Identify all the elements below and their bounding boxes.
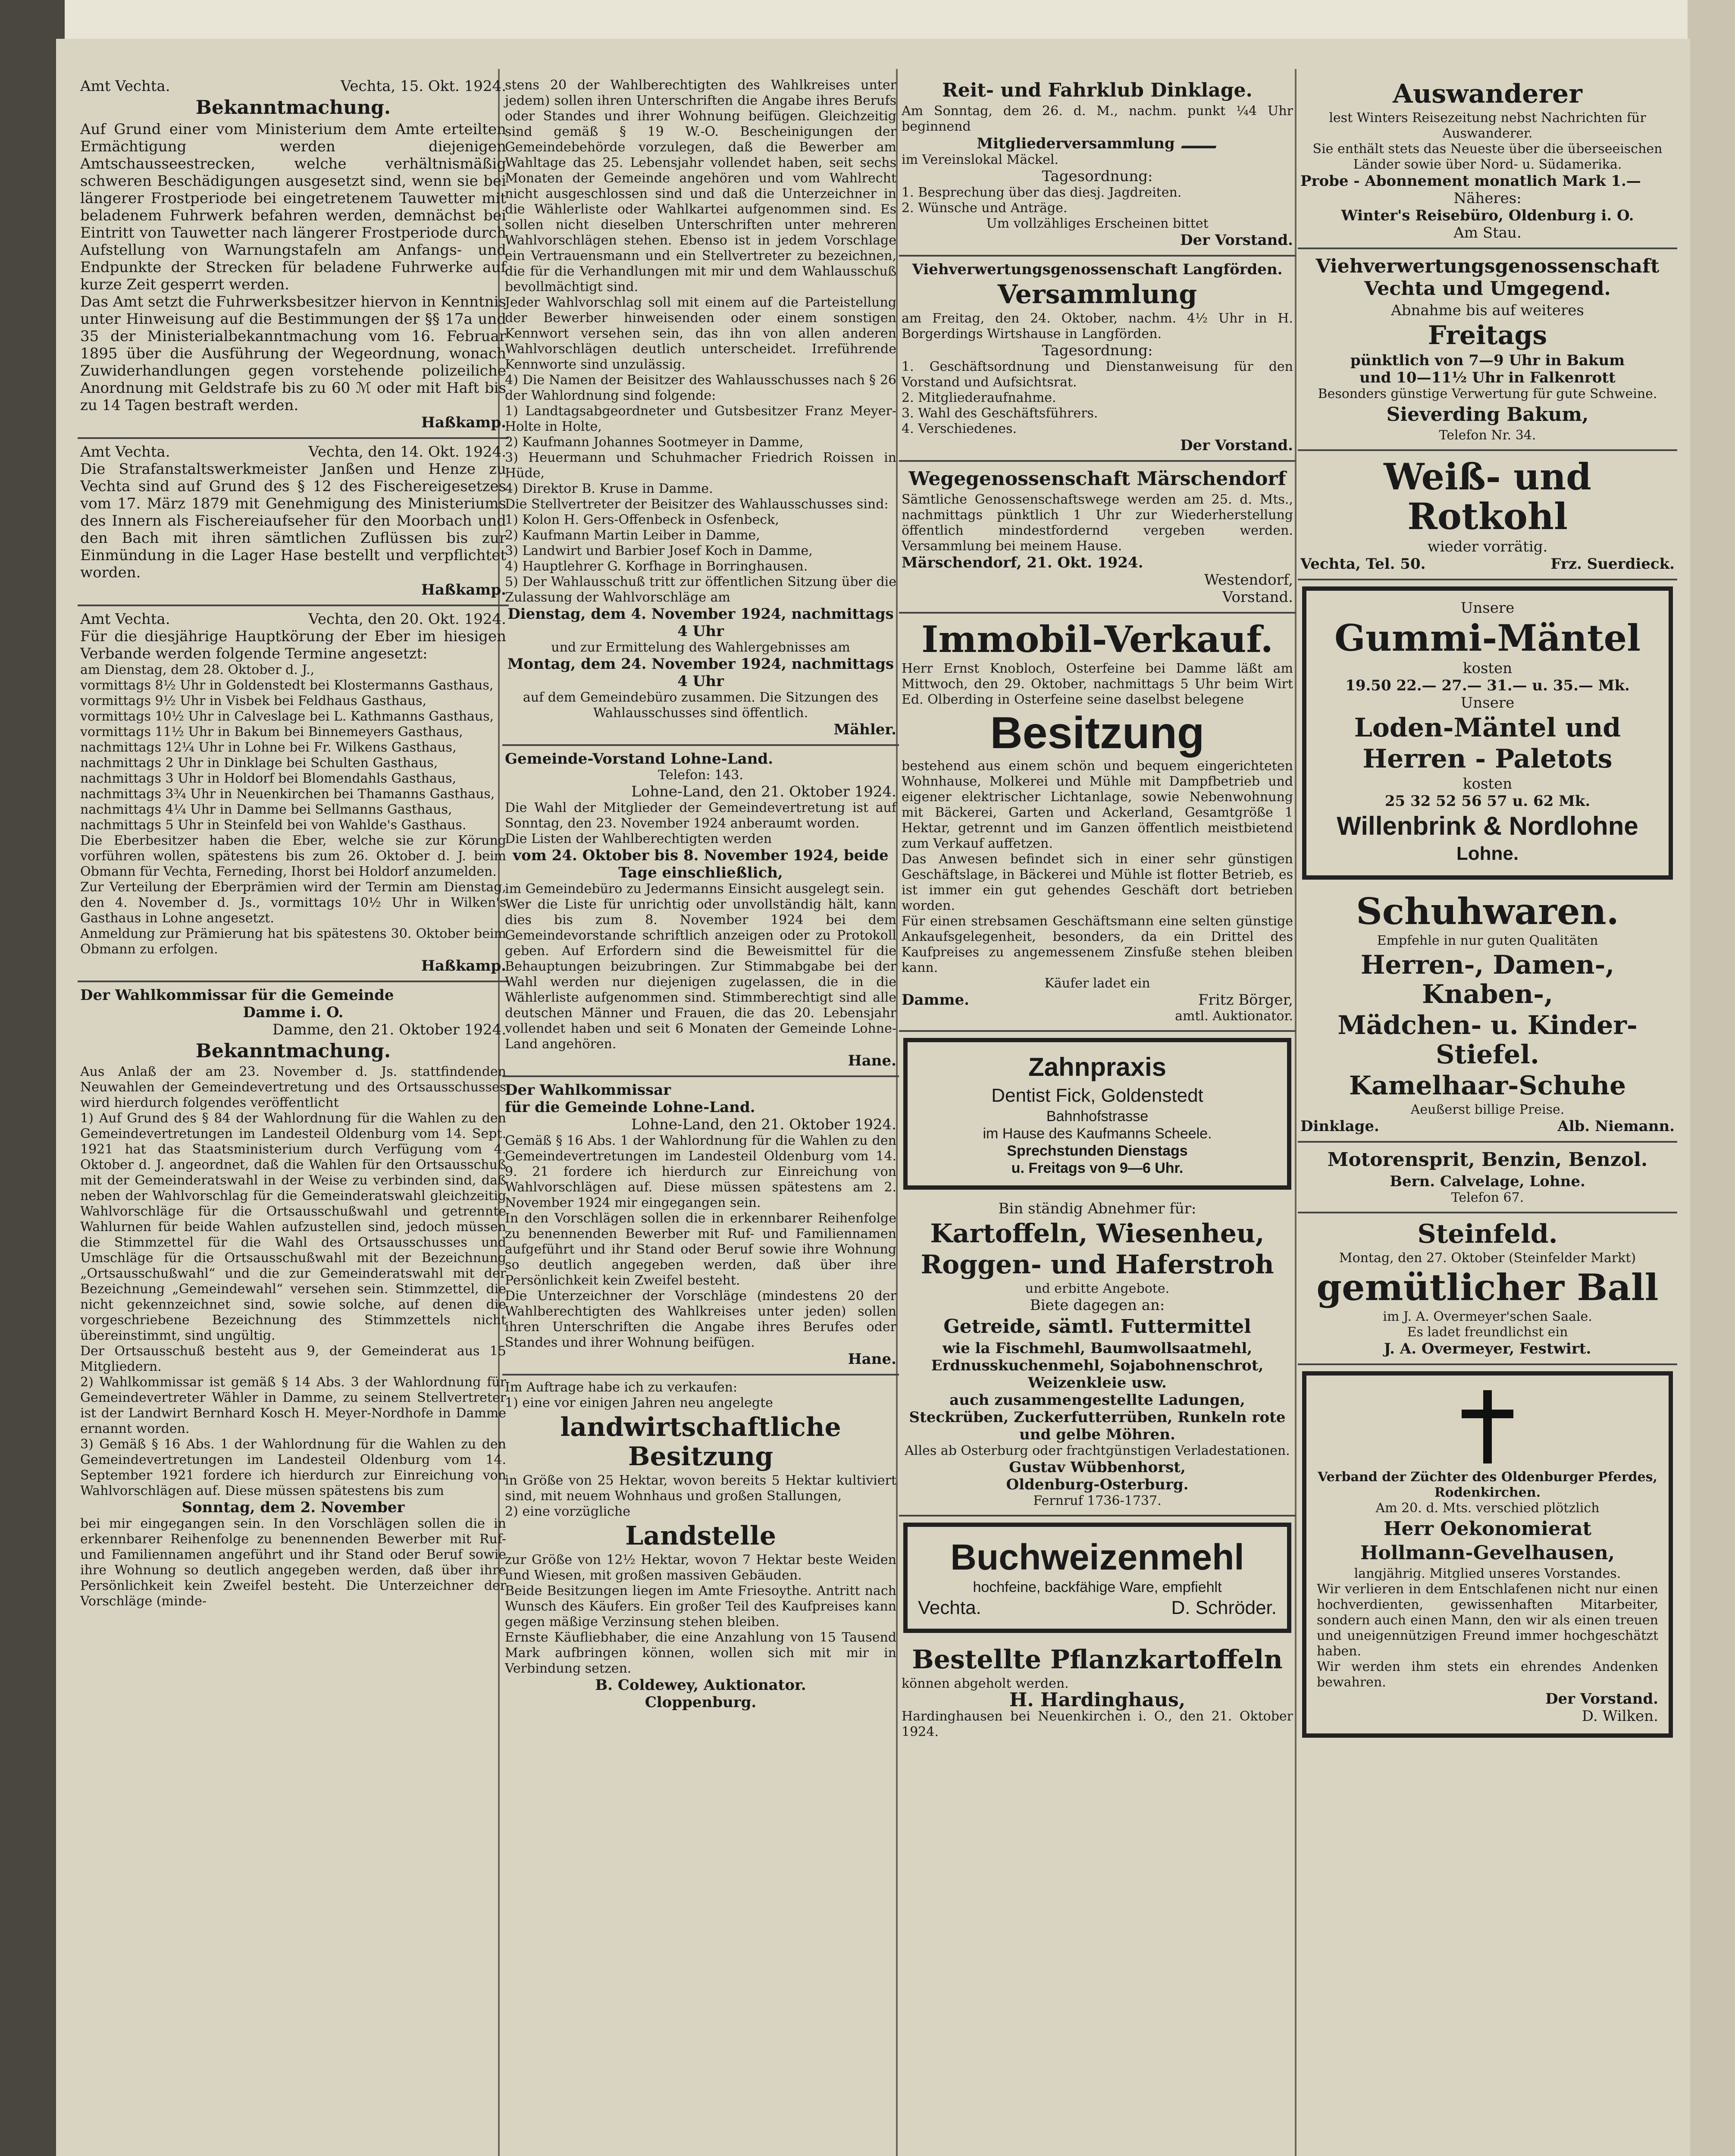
ad-headline: Herren-, Damen-, Knaben-, — [1360, 950, 1615, 1009]
agenda-item: 3. Wahl des Geschäftsführers. — [902, 406, 1098, 421]
notice-header: Gemeinde-Vorstand Lohne-Land. — [505, 750, 774, 768]
ad-weiss-rotkohl — [1298, 451, 1677, 580]
notice-item: 3) Gemäß § 16 Abs. 1 der Wahlordnung für die Wahlen zu den Gemeindevertretungen im Landesteil Oldenburg vom 14. September 1921 fordere ich hierdurch zur Einreichung von Wahlvorschlägen auf. Diese müssen spätestens bis zum — [80, 1437, 506, 1498]
notice-date: Vechta, den 14. Okt. 1924. — [308, 443, 506, 461]
ad-signature: Westendorf, — [1204, 571, 1293, 589]
notice-title: Bekanntmachung. — [195, 1040, 391, 1062]
member-line: 3) Landwirt und Barbier Josef Koch in Damme, — [505, 543, 813, 558]
ad-text: kosten — [1463, 775, 1513, 793]
ad-signature: Winter's Reisebüro, Oldenburg i. O. — [1341, 207, 1634, 224]
notice-item: 2) Wahlkommissar ist gemäß § 14 Abs. 3 der Wahlordnung für Gemeindevertreter Wähler in Damme, zu seinem Stellvertreter ist der Landwirt Bernhard Kosch H. Meyer-Nordhofe in Damme ernannt worden. — [80, 1375, 506, 1436]
column-4 — [1298, 73, 1677, 1744]
ad-headline: Reit- und Fahrklub Dinklage. — [942, 79, 1253, 101]
ad-text: Es ladet freundlichst ein — [1407, 1325, 1568, 1340]
member-line: 2) Kaufmann Martin Leiber in Damme, — [505, 528, 760, 543]
notice-place: Amt Vechta. — [80, 611, 170, 628]
schedule-line: nachmittags 2 Uhr in Dinklage bei Schulten Gasthaus, — [80, 755, 438, 771]
ad-text: 1) eine vor einigen Jahren neu angelegte — [505, 1395, 773, 1410]
ad-place: Lohne. — [1456, 843, 1519, 864]
ad-pflanzkartoffeln — [899, 1639, 1296, 1746]
ad-headline: Herren - Paletots — [1362, 744, 1613, 774]
ad-text: Am Sonntag, dem 26. d. M., nachm. punkt ¼4 Uhr beginnend — [902, 103, 1293, 134]
ad-signature: Der Vorstand. — [1180, 437, 1293, 454]
ad-text: Abnahme bis auf weiteres — [1391, 302, 1584, 319]
ad-signature: Oldenburg-Osterburg. — [1006, 1476, 1189, 1493]
schedule-line: nachmittags 5 Uhr in Steinfeld bei von Wahlde's Gasthaus. — [80, 818, 467, 833]
schedule-line: vormittags 11½ Uhr in Bakum bei Binnemeyers Gasthaus, — [80, 724, 463, 740]
ad-headline: Viehverwertungsgenossenschaft Vechta und Umgegend. — [1315, 255, 1660, 300]
notice-signature: Haßkamp. — [421, 581, 506, 599]
ad-text: im Vereinslokal Mäckel. — [902, 152, 1059, 167]
notice-item: 5) Der Wahlausschuß tritt zur öffentlichen Sitzung über die Zulassung der Wahlvorschläge am — [505, 574, 896, 605]
ad-text: Besonders günstige Verwertung für gute Schweine. — [1318, 386, 1657, 401]
ad-signature: Der Vorstand. — [1180, 232, 1293, 249]
ad-headline: Wegegenossenschaft Märschendorf — [908, 468, 1286, 490]
schedule-line: nachmittags 3 Uhr in Holdorf bei Blomendahls Gasthaus, — [80, 771, 457, 786]
notice-text: Die Wahl der Mitglieder der Gemeindevertretung ist auf Sonntag, den 23. November 1924 anberaumt worden. — [505, 800, 896, 831]
ad-auswanderer — [1298, 73, 1677, 249]
agenda-title: Tagesordnung: — [1042, 168, 1153, 185]
agenda-item: 1. Besprechung über das diesj. Jagdreiten. — [902, 185, 1182, 200]
ad-time: und 10—11½ Uhr in Falkenrott — [1359, 369, 1616, 386]
agenda-item: 1. Geschäftsordnung und Dienstanweisung für den Vorstand und Aufsichtsrat. — [902, 359, 1293, 390]
notice-text: Zur Verteilung der Eberprämien wird der Termin am Dienstag, den 4. November d. Js., vormittags 10½ Uhr in Wilken's Gasthaus in Lohne angesetzt. — [80, 880, 506, 926]
notice-header: für die Gemeinde Lohne-Land. — [505, 1099, 755, 1116]
ad-text: lest Winters Reisezeitung nebst Nachrichten für Auswanderer. — [1329, 110, 1646, 141]
horse-logo-icon — [1181, 135, 1221, 148]
notice-period: vom 24. Oktober bis 8. November 1924, beide Tage einschließlich, — [513, 847, 889, 881]
notice-text: auf dem Gemeindebüro zusammen. Die Sitzungen des Wahlausschusses sind öffentlich. — [523, 690, 879, 721]
ad-text: zur Größe von 12½ Hektar, wovon 7 Hektar beste Weiden und Wiesen, mit großen massiven Gebäuden. — [505, 1552, 896, 1583]
obituary-name: Herr Oekonomierat — [1383, 1518, 1592, 1540]
schedule-line: nachmittags 12¼ Uhr in Lohne bei Fr. Wilkens Gasthaus, — [80, 740, 457, 755]
ad-prices: 19.50 22.— 27.— 31.— u. 35.— Mk. — [1345, 677, 1630, 694]
notice-signature: Hane. — [848, 1052, 896, 1069]
notice-continuation — [502, 73, 899, 746]
ad-headline: Steinfeld. — [1417, 1219, 1558, 1249]
ad-signature: Cloppenburg. — [645, 1694, 757, 1711]
scan-left-edge — [0, 0, 65, 2156]
ad-text: Um vollzähliges Erscheinen bittet — [986, 216, 1209, 231]
ad-text: Unsere — [1460, 694, 1515, 711]
ad-name: Alb. Niemann. — [1557, 1118, 1675, 1135]
ad-text: Aeußerst billige Preise. — [1410, 1102, 1565, 1117]
notice-header: Der Wahlkommissar für die Gemeinde — [80, 987, 394, 1004]
scan-right-edge — [1688, 0, 1735, 2156]
notice-text: bei mir eingegangen sein. In den Vorschlägen sollen die in erkennbarer Reihenfolge zu benennenden Bewerber mit Ruf- und Familiennamen angeführt und ihr Stand oder Beruf sowie ihre Wohnung so deutlich angegeben werden, daß über ihre Persönlichkeit kein Zweifel besteht. Die Unterzeichner der Vorschläge (minde- — [80, 1516, 506, 1609]
obituary-text: Wir verlieren in dem Entschlafenen nicht nur einen hochverdienten, gewissenhaften Mitarbeiter, sondern auch einen Mann, den wir als einen treuen und uneigennützigen Freund immer hochgeschätzt haben. — [1317, 1582, 1658, 1659]
ad-text: Für einen strebsamen Geschäftsmann eine selten günstige Ankaufsgelegenheit, besonders, da ein Drittel des Kaufpreises zu angemessenem Zinsfuße stehen bleiben kann. — [902, 914, 1293, 975]
ad-headline: Auswanderer — [1393, 79, 1582, 109]
schedule-line: vormittags 10½ Uhr in Calveslage bei L. Kathmanns Gasthaus, — [80, 709, 494, 724]
schedule-line: vormittags 8½ Uhr in Goldenstedt bei Klostermanns Gasthaus, — [80, 678, 494, 693]
member-line: 4) Direktor B. Kruse in Damme. — [505, 481, 713, 496]
ad-headline: Gummi-Mäntel — [1334, 617, 1641, 659]
ad-schuhwaren — [1298, 886, 1677, 1143]
notice-amt-vechta-1 — [78, 73, 509, 439]
notice-item: 1) Auf Grund des § 84 der Wahlordnung für die Wahlen zu den Gemeindevertretungen im Landesteil Oldenburg vom 14. Sept. 1921 hat das Staatsministerium durch Verfügung vom 4. Oktober d. J. angeordnet, daß die Wahlen für den Ortsausschuß mit der Gemeinderatswahl in der Weise zu verbinden sind, daß neben der Wahlvorschlag für die Gemeinderatswahl gleichzeitig Wahlvorschläge für die Ortsausschußwahl und getrennte Wahlurnen für beide Wahlen aufzustellen sind, jedoch müssen die Stimmzettel für die Wahl des Ortsausschusses und Umschläge für die Ortsausschußwahl mit der Bezeichnung „Ortsausschußwahl“ und die zur Gemeinderatswahl mit der Bezeichnung „Gemeindewahl“ versehen sein. Stimmzettel, die nicht gekennzeichnet sind, sowie solche, auf denen die vorgeschriebene Bezeichnung des Stimmzettels nicht übereinstimmt, sind ungültig. — [80, 1111, 506, 1343]
ad-place: Vechta. — [918, 1597, 981, 1618]
ad-willenbrink-maentel — [1302, 586, 1673, 880]
ad-event: Mitgliederversammlung — [977, 135, 1175, 152]
ad-headline: gemütlicher Ball — [1316, 1266, 1659, 1309]
ad-name: D. Schröder. — [1171, 1597, 1277, 1618]
member-line: 1) Kolon H. Gers-Offenbeck in Osfenbeck, — [505, 512, 779, 527]
schedule-line: nachmittags 4¼ Uhr in Damme bei Sellmanns Gasthaus, — [80, 802, 452, 817]
ad-text: Sie enthält stets das Neueste über die überseeischen Länder sowie über Nord- u. Südamerika. — [1312, 141, 1663, 172]
notice-amt-vechta-3 — [78, 606, 509, 982]
notice-place: Amt Vechta. — [80, 78, 170, 95]
ad-date: Märschendorf, 21. Okt. 1924. — [902, 554, 1143, 571]
notice-signature: Haßkamp. — [421, 414, 506, 431]
ad-header: Viehverwertungsgenossenschaft Langförden. — [912, 261, 1283, 278]
ad-text: Herr Ernst Knobloch, Osterfeine bei Damme läßt am Mittwoch, den 29. Oktober, nachmittags 5 Uhr beim Wirt Ed. Olberding in Osterfeine seine daselbst belegene — [902, 661, 1293, 707]
notice-text: Gemäß § 16 Abs. 1 der Wahlordnung für die Wahlen zu den Gemeindevertretungen im Landesteil Oldenburg vom 14. 9. 21 fordere ich hierdurch zur Einreichung von Wahlvorschlägen auf. Diese müssen spätestens am 2. November 1924 mir eingegangen sein. — [505, 1133, 896, 1210]
ad-text: Das Anwesen befindet sich in einer sehr günstigen Geschäftslage, in Bäckerei und Mühle ist flotter Betrieb, es ist immer ein gut gehendes Geschäft dort betrieben worden. — [902, 852, 1293, 913]
ad-text: kosten — [1463, 660, 1513, 677]
ad-headline: Roggen- und Haferstroh — [921, 1250, 1274, 1280]
notice-text: Die Unterzeichner der Vorschläge (mindestens 20 der Wahlberechtigten des Wahlkreises unter jeden) sollen ihren Unterschriften die Angabe ihres Berufes oder Standes und ihrer Wohnung beifügen. — [505, 1288, 896, 1350]
ad-name: Frz. Suerdieck. — [1550, 555, 1675, 573]
ad-phone: Telefon 67. — [1451, 1190, 1524, 1205]
ad-signature: J. A. Overmeyer, Festwirt. — [1384, 1340, 1591, 1357]
ad-text: Bin ständig Abnehmer für: — [998, 1200, 1196, 1217]
schedule-line: am Dienstag, dem 28. Oktober d. J., — [80, 662, 315, 677]
ad-hours: Sprechstunden Dienstags — [1007, 1143, 1188, 1159]
ad-headline: Mädchen- u. Kinder-Stiefel. — [1337, 1010, 1638, 1070]
ad-headline: Freitags — [1428, 320, 1547, 351]
notice-text: Die Listen der Wahlberechtigten werden — [505, 831, 772, 846]
notice-item: 4) Die Namen der Beisitzer des Wahlausschusses nach § 26 der Wahlordnung sind folgende: — [505, 373, 896, 403]
ad-text: Ernste Käufliebhaber, die eine Anzahlung von 15 Tausend Mark aufbringen können, wollen sich mit mir in Verbindung setzen. — [505, 1630, 896, 1676]
notice-text: Aus Anlaß der am 23. November d. Js. stattfindenden Neuwahlen der Gemeindevertretung und des Ortsausschusses wird hierdurch folgendes veröffentlicht — [80, 1064, 506, 1110]
ad-headline: Besitzung — [990, 708, 1205, 758]
ad-text: Empfehle in nur guten Qualitäten — [1377, 933, 1598, 948]
ad-headline: Landstelle — [625, 1521, 777, 1551]
ad-steinfeld-ball — [1298, 1213, 1677, 1365]
notice-text: Anmeldung zur Prämierung hat bis spätestens 30. Oktober beim Obmann zu erfolgen. — [80, 926, 506, 957]
ad-headline: Kamelhaar-Schuhe — [1349, 1071, 1626, 1101]
ad-signature: Sieverding Bakum, — [1386, 404, 1589, 426]
ad-time: pünktlich von 7—9 Uhr in Bakum — [1350, 352, 1625, 369]
ad-headline: Getreide, sämtl. Futtermittel — [943, 1316, 1251, 1338]
ad-headline: Kartoffeln, Wiesenheu, — [930, 1219, 1265, 1249]
notice-date: Lohne-Land, den 21. Oktober 1924. — [631, 783, 896, 800]
notice-item: Der Ortsausschuß besteht aus 9, der Gemeinderat aus 15 Mitgliedern. — [80, 1344, 506, 1374]
ad-signature: Fritz Börger, — [1198, 991, 1293, 1009]
ad-address: im Hause des Kaufmanns Scheele. — [983, 1125, 1212, 1142]
ad-signature: amtl. Auktionator. — [1175, 1009, 1293, 1024]
ad-price: Probe - Abonnement monatlich Mark 1.— — [1300, 172, 1641, 190]
column-3 — [899, 73, 1296, 1746]
meeting-date: Montag, dem 24. November 1924, nachmittags 4 Uhr — [507, 655, 894, 690]
notice-title: Bekanntmachung. — [195, 97, 391, 119]
ad-products: wie la Fischmehl, Baumwollsaatmehl, Erdnusskuchenmehl, Sojabohnenschrot, Weizenkleie usw. — [931, 1340, 1264, 1391]
notice-text: stens 20 der Wahlberechtigten des Wahlkreises unter jedem) sollen ihren Unterschriften die Angabe ihres Berufs oder Standes und ihrer Wohnung beifügen. Gleichzeitig sind gemäß § 19 W.-O. Bescheinigungen der Gemeindebehörde vorzulegen, daß die Bewerber am Wahltage das 25. Lebensjahr vollendet haben, seit sechs Monaten der Gemeinde angehören und vom Wahlrecht nicht ausgeschlossen sind und daß die Unterzeichner in die Wählerliste oder Wahlkartei aufgenommen sind. Es sollen nicht dieselben Unterschriften unter mehreren Wahlvorschlägen stehen. Ebenso ist in jedem Vorschlage ein Vertrauensmann und ein Stellvertreter zu bezeichnen, die für die Verhandlungen mit mir und dem Wahlausschuß bevollmächtigt sind. — [505, 78, 896, 295]
notice-date: Damme, den 21. Oktober 1924. — [272, 1021, 506, 1038]
ad-headline: Weiß- und Rotkohl — [1384, 455, 1591, 538]
ad-zahnpraxis — [903, 1038, 1291, 1190]
ad-text: in Größe von 25 Hektar, wovon bereits 5 Hektar kultiviert sind, mit neuem Wohnhaus und großen Stallungen, — [505, 1473, 896, 1504]
ad-text: 2) eine vorzügliche — [505, 1504, 631, 1519]
ad-address: Bahnhofstrasse — [1046, 1108, 1149, 1125]
notice-date: Vechta, den 20. Okt. 1924. — [308, 611, 506, 628]
ad-buchweizenmehl — [903, 1523, 1291, 1633]
ad-shop-name: Willenbrink & Nordlohne — [1337, 812, 1638, 840]
ad-name: Dentist Fick, Goldenstedt — [991, 1085, 1203, 1106]
ad-signature: Vorstand. — [1222, 589, 1293, 606]
notice-text: Die Eberbesitzer haben die Eber, welche sie zur Körung vorführen wollen, spätestens bis zum 26. Oktober d. J. beim Obmann für Vechta, Ferneding, Ihorst bei Holdorf anzumelden. — [80, 833, 506, 879]
ad-text: hochfeine, backfähige Ware, empfiehlt — [973, 1579, 1222, 1595]
notice-text: Auf Grund einer vom Ministerium dem Amte erteilten Ermächtigung werden diejenigen Amtschausseestrecken, welche verhältnismäßig schweren Beschädigungen ausgesetzt sind, wenn sie bei längerer Frostperiode bei eingetretenem Tauwetter mit beladenem Fuhrwerk befahren werden, demnächst bei Eintritt von Tauwetter nach längerer Frostperiode durch Aufstellung von Warnungstafeln am Anfangs- und Endpunkte der Strecken für beladene Fuhrwerke auf kurze Zeit gesperrt werden. — [80, 121, 506, 293]
ad-property-sale — [502, 1376, 899, 1717]
ad-viehverwertung-vechta — [1298, 249, 1677, 451]
notice-header: Damme i. O. — [243, 1004, 344, 1021]
notice-lohne-land-1 — [502, 746, 899, 1077]
agenda-item: 4. Verschiedenes. — [902, 421, 1017, 436]
ad-headline: Schuhwaren. — [1356, 890, 1619, 933]
agenda-item: 2. Mitgliederaufnahme. — [902, 390, 1056, 405]
notice-signature: Hane. — [848, 1351, 896, 1368]
ad-signature: Gustav Wübbenhorst, — [1009, 1459, 1186, 1476]
ad-products: auch zusammengestellte Ladungen, Steckrüben, Zuckerfutterrüben, Runkeln rote und gelbe Möhren. — [909, 1391, 1286, 1443]
ad-text: Unsere — [1460, 599, 1515, 617]
ad-place: Damme. — [902, 991, 969, 1009]
ad-text: Sämtliche Genossenschaftswege werden am 25. d. Mts., nachmittags pünktlich 1 Uhr zur Wiederherstellung öffentlich mindestfordernd vergeben werden. Versammlung bei meinem Hause. — [902, 492, 1293, 554]
cross-icon — [1462, 1390, 1513, 1463]
obituary-org: Verband der Züchter des Oldenburger Pferdes, Rodenkirchen. — [1318, 1470, 1657, 1500]
schedule-line: vormittags 9½ Uhr in Visbek bei Feldhaus Gasthaus, — [80, 693, 426, 708]
obituary-name: Hollmann-Gevelhausen, — [1360, 1542, 1615, 1564]
ad-text: bestehend aus einem schön und bequem eingerichteten Wohnhause, Molkerei und Mühle mit Dampfbetrieb und eigener elektrischer Lichtanlage, sowie Nebenwohnung mit Bäckerei, Garten und Ackerland, Gesamtgröße 1 Hektar, getrennt und im Ganzen öffentlich meistbietend zum Verkauf auffetzen. — [902, 758, 1293, 851]
notice-place: Amt Vechta. — [80, 443, 170, 461]
ad-text: am Freitag, den 24. Oktober, nachm. 4½ Uhr in H. Borgerdings Wirtshause in Langförden. — [902, 311, 1293, 342]
ad-headline: Bestellte Pflanzkartoffeln — [912, 1645, 1283, 1675]
notice-lohne-land-2 — [502, 1077, 899, 1376]
column-1 — [78, 73, 509, 1615]
ad-text: Alles ab Osterburg oder frachtgünstigen Verladestationen. — [905, 1443, 1290, 1458]
ad-versammlung-langfoerden — [899, 257, 1296, 462]
ad-headline: Zahnpraxis — [1028, 1053, 1167, 1081]
ad-text: können abgeholt werden. — [902, 1676, 1069, 1691]
notice-text: Für die diesjährige Hauptkörung der Eber im hiesigen Verbande werden folgende Termine angesetzt: — [80, 628, 506, 662]
ad-name: H. Hardinghaus, — [1009, 1689, 1186, 1711]
ad-headline: Loden-Mäntel und — [1354, 713, 1621, 743]
ad-place: im J. A. Overmeyer'schen Saale. — [1383, 1309, 1592, 1324]
ad-text: Käufer ladet ein — [1044, 976, 1150, 991]
meeting-date: Dienstag, dem 4. November 1924, nachmittags 4 Uhr — [507, 605, 894, 640]
ad-headline: Versammlung — [997, 279, 1197, 310]
ad-text: Näheres: — [1453, 190, 1522, 207]
ad-place: Vechta, Tel. 50. — [1300, 555, 1426, 573]
ad-headline: Buchweizenmehl — [950, 1537, 1244, 1577]
notice-amt-vechta-2 — [78, 439, 509, 606]
ad-hours: u. Freitags von 9—6 Uhr. — [1011, 1160, 1184, 1176]
ad-text: und erbitte Angebote. — [1025, 1281, 1170, 1296]
ad-headline: Motorensprit, Benzin, Benzol. — [1327, 1149, 1648, 1171]
notice-date: Vechta, 15. Okt. 1924. — [340, 78, 506, 95]
ad-address: Am Stau. — [1453, 224, 1522, 241]
obituary-signature: D. Wilken. — [1582, 1708, 1658, 1725]
ad-headline: Immobil-Verkauf. — [921, 618, 1273, 661]
notice-date: Lohne-Land, den 21. Oktober 1924. — [631, 1116, 896, 1133]
member-line: 2) Kaufmann Johannes Sootmeyer in Damme, — [505, 435, 804, 450]
column-2 — [502, 73, 899, 1717]
ad-text: Montag, den 27. Oktober (Steinfelder Markt) — [1339, 1250, 1636, 1266]
notice-text: Wer die Liste für unrichtig oder unvollständig hält, kann dies bis zum 8. November 1924 bei dem Gemeindevorstande schriftlich anzeigen oder zu Protokoll geben. Auf Erfordern sind die Beweismittel für die Behauptungen beizubringen. Zur Stimmabgabe bei der Wahl werden nur diejenigen zugelassen, die in die Wählerliste aufgenommen sind. Stimmberechtigt sind alle deutschen Männer und Frauen, die das 20. Lebensjahr vollendet haben und seit 6 Monaten der Gemeinde Lohne-Land angehören. — [505, 897, 896, 1052]
notice-text: und zur Ermittelung des Wahlergebnisses am — [551, 640, 850, 655]
notice-deadline: Sonntag, dem 2. November — [182, 1499, 405, 1516]
obituary-text: Am 20. d. Mts. verschied plötzlich — [1375, 1501, 1600, 1516]
notice-signature: Mähler. — [833, 721, 896, 738]
ad-immobil-verkauf — [899, 614, 1296, 1032]
obituary-text: Wir werden ihm stets ein ehrendes Andenken bewahren. — [1317, 1659, 1658, 1690]
ad-wegegenossenschaft — [899, 462, 1296, 614]
notice-phone: Telefon: 143. — [658, 768, 743, 783]
ad-text: Biete dagegen an: — [1030, 1297, 1165, 1314]
ad-motorensprit — [1298, 1143, 1677, 1213]
member-line: 1) Landtagsabgeordneter und Gutsbesitzer Franz Meyer-Holte in Holte, — [505, 404, 896, 434]
member-line: 3) Heuermann und Schuhmacher Friedrich Roissen in Hüde, — [505, 450, 896, 481]
notice-text: Die Strafanstaltswerkmeister Janßen und Henze zu Vechta sind auf Grund des § 12 des Fischereigesetzes vom 17. März 1879 mit Genehmigung des Ministeriums des Innern als Fischereiaufseher für den Moorbach und den Bach mit ihren sämtlichen Zuflüssen bis zur Einmündung in die Lager Hase bestellt und verpflichtet worden. — [80, 461, 506, 581]
agenda-item: 2. Wünsche und Anträge. — [902, 201, 1068, 216]
notice-text: im Gemeindebüro zu Jedermanns Einsicht ausgelegt sein. — [505, 881, 885, 896]
notice-signature: Haßkamp. — [421, 957, 506, 975]
ad-text: wieder vorrätig. — [1427, 538, 1548, 555]
notice-text: In den Vorschlägen sollen die in erkennbarer Reihenfolge zu benennenden Bewerber mit Ruf- und Familiennamen aufgeführt und ihr Stand oder Beruf sowie ihre Wohnung so deutlich angegeben werden, daß über ihre Persönlichkeit kein Zweifel besteht. — [505, 1211, 896, 1288]
ad-phone: Telefon Nr. 34. — [1439, 428, 1536, 443]
ad-signature: B. Coldewey, Auktionator. — [595, 1677, 806, 1694]
ad-reitklub — [899, 73, 1296, 257]
ad-text: Beide Besitzungen liegen im Amte Friesoythe. Antritt nach Wunsch des Käufers. Ein großer Teil des Kaufpreises kann gegen mäßige Verzinsung stehen bleiben. — [505, 1583, 896, 1630]
ad-name: Bern. Calvelage, Lohne. — [1390, 1173, 1585, 1190]
notice-text: Die Stellvertreter der Beisitzer des Wahlausschusses sind: — [505, 497, 889, 512]
obituary-text: langjährig. Mitglied unseres Vorstandes. — [1354, 1566, 1621, 1581]
notice-text: Jeder Wahlvorschlag soll mit einem auf die Parteistellung der Bewerber hinweisenden oder einem sonstigen Kennwort versehen sein, das ihn von allen anderen Wahlvorschlägen deutlich unterscheidet. Irreführende Kennworte sind unzulässig. — [505, 295, 896, 372]
ad-headline: landwirtschaftliche Besitzung — [560, 1412, 841, 1472]
agenda-title: Tagesordnung: — [1042, 342, 1153, 359]
ad-place: Hardinghausen bei Neuenkirchen i. O., den 21. Oktober 1924. — [902, 1709, 1293, 1739]
obituary-hollmann — [1302, 1371, 1673, 1738]
ad-phone: Fernruf 1736-1737. — [1033, 1493, 1162, 1508]
ad-place: Dinklage. — [1300, 1118, 1379, 1135]
notice-header: Der Wahlkommissar — [505, 1081, 671, 1099]
ad-prices: 25 32 52 56 57 u. 62 Mk. — [1384, 793, 1591, 810]
notice-text: Das Amt setzt die Fuhrwerksbesitzer hiervon in Kenntnis unter Hinweisung auf die Bestimmungen der §§ 17a und 35 der Ministerialbekanntmachung vom 16. Februar 1895 über die Ausführung der Wegeordnung, wonach Zuwiderhandlungen gegen vorstehende polizeiliche Anordnung mit Geldstrafe bis zu 60 ℳ oder mit Haft bis zu 14 Tagen bestraft werden. — [80, 293, 506, 414]
ad-wuebbenhorst — [899, 1196, 1296, 1517]
obituary-signature: Der Vorstand. — [1545, 1690, 1658, 1708]
member-line: 4) Hauptlehrer G. Korfhage in Borringhausen. — [505, 559, 808, 574]
ad-text: Im Auftrage habe ich zu verkaufen: — [505, 1380, 738, 1395]
schedule-line: nachmittags 3¾ Uhr in Neuenkirchen bei Thamanns Gasthaus, — [80, 787, 495, 802]
notice-wahlkommissar-damme — [78, 982, 509, 1615]
